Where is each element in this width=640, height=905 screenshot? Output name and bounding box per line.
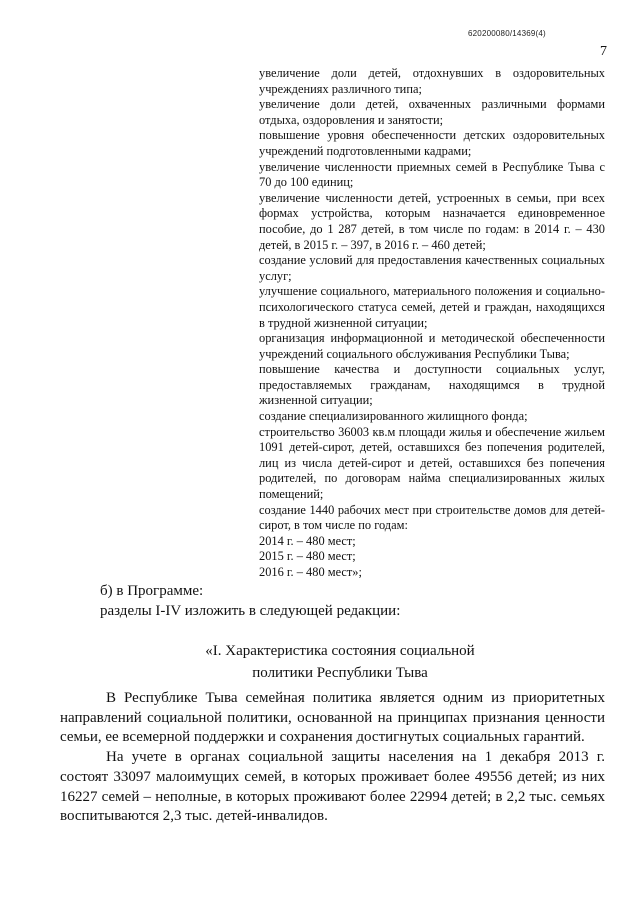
document-code: 620200080/14369(4) <box>468 29 546 38</box>
list-item: улучшение социального, материального положения и социально-психологического статуса семей, детей и граждан, находящихся в трудной жизненной ситуации; <box>259 284 605 330</box>
outcomes-list <box>259 66 605 581</box>
list-item: 2015 г. – 480 мест; <box>259 549 356 564</box>
sections-note: разделы I-IV изложить в следующей редакции: <box>100 603 401 619</box>
list-item: создание 1440 рабочих мест при строительстве домов для детей-сирот, в том числе по годам: <box>259 502 605 533</box>
body-paragraph: На учете в органах социальной защиты населения на 1 декабря 2013 г. состоят 33097 малоимущих семей, в которых проживает более 49556 детей; из них 16227 семей – неполные, в которых проживают более 22994 детей; в 2,2 тыс. семьях воспитываются 2,3 тыс. детей-инвалидов. <box>60 749 605 825</box>
page-number: 7 <box>600 44 607 59</box>
section-heading-line-2: политики Республики Тыва <box>252 665 428 681</box>
list-item: повышение качества и доступности социальных услуг, предоставляемых гражданам, находящимся в трудной жизненной ситуации; <box>259 362 605 408</box>
list-item: создание специализированного жилищного фонда; <box>259 409 528 424</box>
list-item: увеличение доли детей, отдохнувших в оздоровительных учреждениях различного типа; <box>259 66 605 96</box>
list-item: увеличение численности приемных семей в Республике Тыва с 70 до 100 единиц; <box>259 159 605 190</box>
list-item: 2016 г. – 480 мест»; <box>259 565 362 579</box>
body-text <box>60 689 605 827</box>
list-item: организация информационной и методической обеспеченности учреждений социального обслуживания Республики Тыва; <box>259 331 605 361</box>
body-paragraph: В Республике Тыва семейная политика является одним из приоритетных направлений социальной политики, основанной на принципах признания ценности семьи, ее всемерной поддержки и сохранения достигнутых социальных гарантий. <box>60 690 605 746</box>
section-heading <box>120 640 560 684</box>
list-item: увеличение доли детей, охваченных различными формами отдыха, оздоровления и занятости; <box>259 97 605 127</box>
program-note: б) в Программе: <box>100 583 204 599</box>
list-item: увеличение численности детей, устроенных в семьи, при всех формах устройства, которым назначается единовременное пособие, до 1 287 детей, в том числе по годам: в 2014 г. – 430 детей, в 2015 г. – 397, в 2016 г. – 460 детей; <box>259 190 605 252</box>
list-item: 2014 г. – 480 мест; <box>259 533 356 548</box>
list-item: повышение уровня обеспеченности детских оздоровительных учреждений подготовленными кадрами; <box>259 128 605 158</box>
section-heading-line-1: «I. Характеристика состояния социальной <box>205 643 475 659</box>
list-item: строительство 36003 кв.м площади жилья и обеспечение жильем 1091 детей-сирот, детей, оставшихся без попечения родителей, лиц из числа детей-сирот и детей, оставшихся без попечения родителей, по договорам найма специализированных жилых помещений; <box>259 424 605 502</box>
list-item: создание условий для предоставления качественных социальных услуг; <box>259 253 605 283</box>
